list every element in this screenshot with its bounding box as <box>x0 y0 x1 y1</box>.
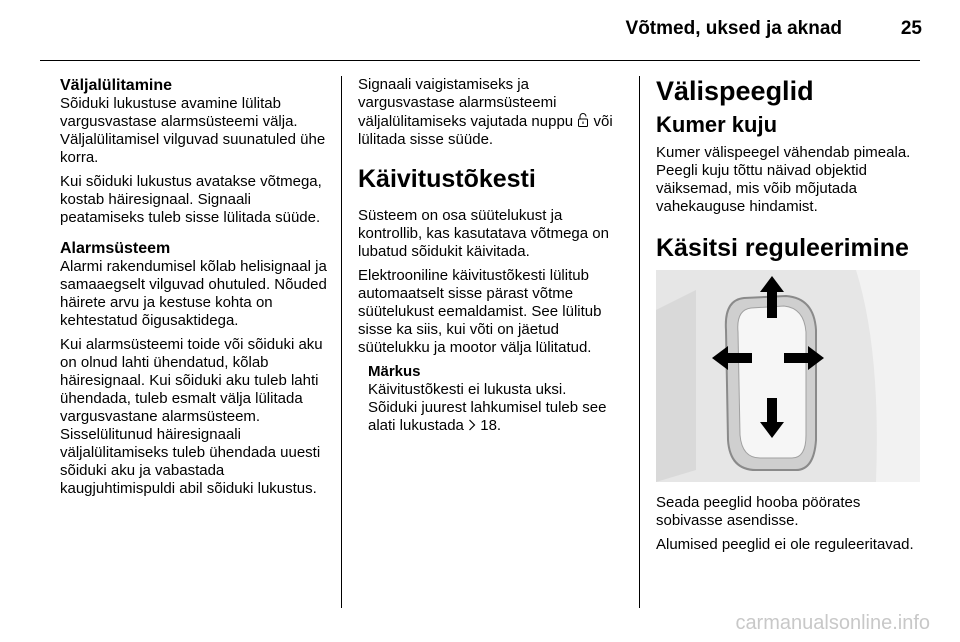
column-1 <box>60 76 332 504</box>
paragraph: Sõiduki lukustuse avamine lülitab vargusvastase alarmsüsteemi välja. Väljalülitamisel vilguvad suunatuled ühe korra. <box>60 95 326 166</box>
heading-manual-adjustment: Käsitsi reguleerimine <box>656 234 909 262</box>
header-rule <box>40 60 920 61</box>
note-title: Märkus <box>368 363 421 380</box>
text-segment: või lülitada sisse süüde. <box>358 113 613 148</box>
paragraph: Kumer välispeegel vähendab pimeala. Peegli kuju tõttu näivad objektid väiksemad, mis võib mõjutada vahekauguse hindamist. <box>656 144 911 215</box>
column-2 <box>358 76 626 441</box>
paragraph: Alarmi rakendumisel kõlab helisignaal ja samaaegselt vilguvad ohutuled. Nõuded häirete arvu ja kestuse kohta on kehtestatud õigusaktidega. <box>60 258 327 329</box>
text-segment: Sõiduki juurest lahkumisel tuleb see alati lukustada <box>368 399 607 434</box>
note-text: Käivitustõkesti ei lukusta uksi. <box>368 381 567 398</box>
mirror-illustration <box>656 270 920 482</box>
paragraph: Süsteem on osa süütelukust ja kontrollib, kas kasutatava võtmega on lubatud sõidukit käivitada. <box>358 207 609 260</box>
column-divider-1 <box>341 76 342 608</box>
note-text <box>368 399 626 435</box>
paragraph: Seada peeglid hooba pöörates sobivasse asendisse. <box>656 494 861 529</box>
heading-alarm-system: Alarmsüsteem <box>60 240 171 257</box>
note-block <box>358 363 626 435</box>
paragraph: Kui sõiduki lukustus avatakse võtmega, kostab häiresignaal. Signaali peatamiseks tuleb sisse lülitada süüde. <box>60 173 322 226</box>
lock-button-icon <box>577 112 589 128</box>
text-segment: 18. <box>480 417 502 434</box>
text-segment: Signaali vaigistamiseks ja vargusvastase alarmsüsteemi väljalülitamiseks vajutada nuppu <box>358 76 574 130</box>
paragraph: Kui alarmsüsteemi toide või sõiduki aku on olnud lahti ühendatud, kõlab häiresignaal. Kui sõiduki aku tuleb lahti ühendada, tuleb esmalt välja lülitada vargusvastane alarmsüsteem. Sisselülitunud häiresignaali väljalülitamiseks tuleb ühendada uuesti sõiduki aku ja vabastada kaugjuhtimispuldi abil sõiduki lukustus. <box>60 336 323 497</box>
paragraph <box>358 76 626 149</box>
watermark: carmanualsonline.info <box>735 612 930 634</box>
paragraph: Elektrooniline käivitustõkesti lülitub automaatselt sisse pärast võtme süütelukust eemaldamist. See lülitub sisse ka siis, kui võti on jäetud süütelukku ja mootor välja lülitatud. <box>358 267 602 356</box>
header-title: Võtmed, uksed ja aknad <box>625 18 842 39</box>
heading-exterior-mirrors: Välispeeglid <box>656 76 814 106</box>
reference-arrow-icon <box>468 419 476 431</box>
page-number: 25 <box>900 18 922 39</box>
heading-deactivation: Väljalülitamine <box>60 77 173 94</box>
column-3 <box>656 76 922 560</box>
heading-immobiliser: Käivitustõkesti <box>358 165 536 193</box>
column-divider-2 <box>639 76 640 608</box>
paragraph: Alumised peeglid ei ole reguleeritavad. <box>656 536 914 553</box>
heading-convex-shape: Kumer kuju <box>656 112 778 137</box>
